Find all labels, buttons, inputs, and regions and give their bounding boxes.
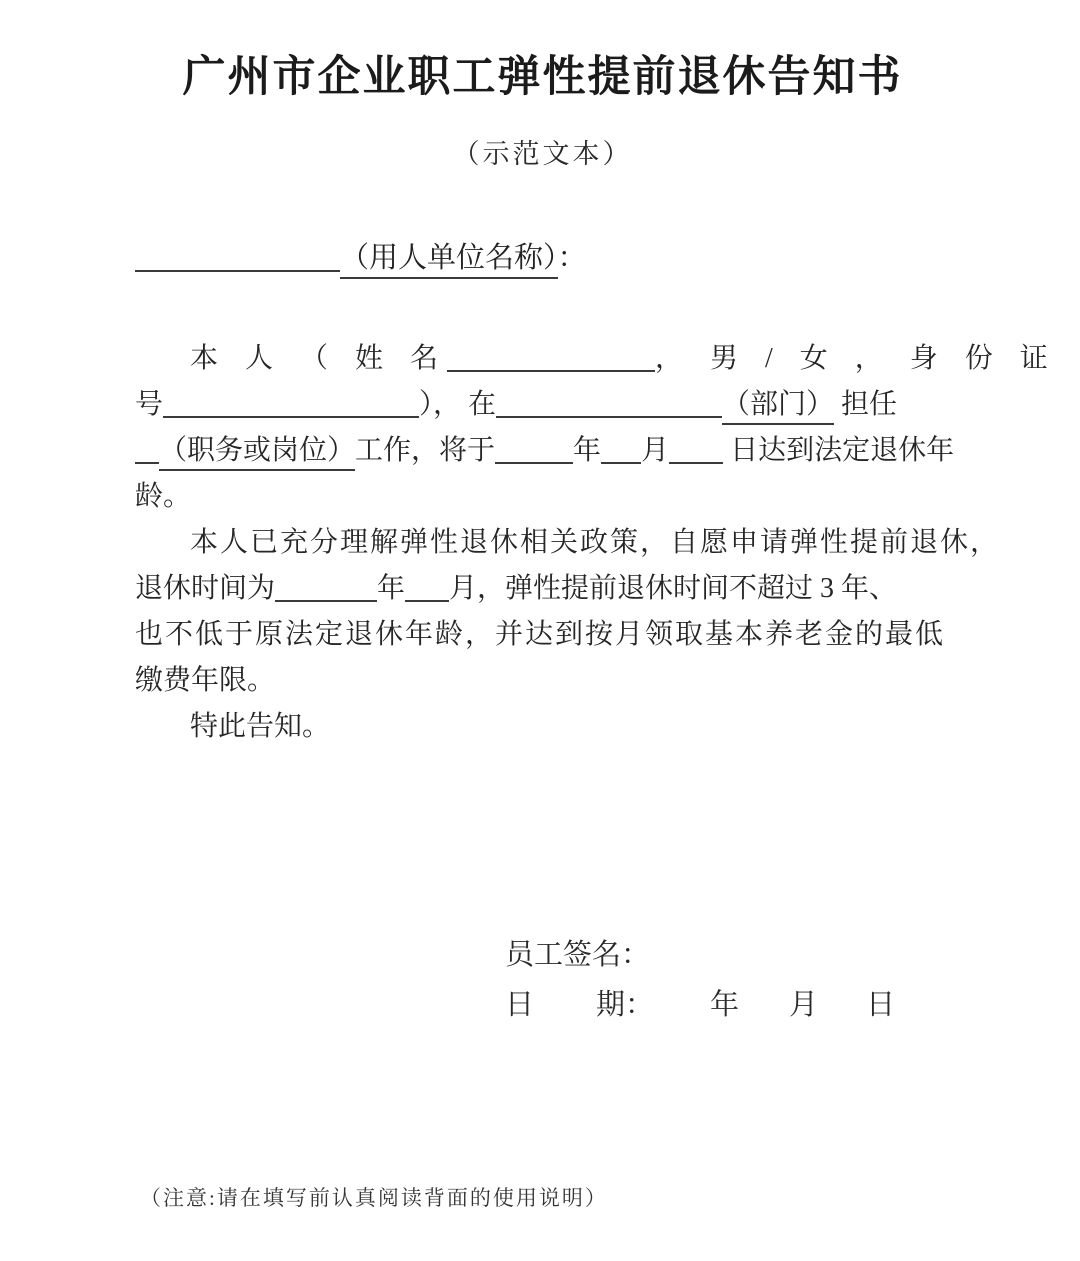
signature-label: 员工签名： — [505, 939, 651, 971]
date-month-label: 月 — [789, 989, 819, 1021]
date-day-label: 日 — [866, 989, 896, 1021]
identity-line2-text-b: ）， 在 — [419, 389, 497, 420]
blank-name — [447, 342, 655, 372]
department-label: （部门） — [722, 389, 834, 425]
policy-line2-year: 年 — [377, 573, 406, 604]
identity-line3-year: 年 — [573, 435, 602, 466]
date-year-label: 年 — [710, 989, 740, 1021]
paragraph-policy — [135, 520, 1001, 704]
blank-unit-name — [135, 241, 340, 272]
identity-line-1 — [135, 336, 1057, 382]
identity-line3-month: 月 — [641, 435, 670, 466]
blank-retire-year — [495, 434, 573, 464]
policy-line-1 — [135, 520, 1001, 566]
identity-line-4 — [135, 474, 950, 520]
identity-line2-text-c: 担任 — [841, 389, 898, 420]
identity-line1-text-b: ， 男 / 女 ， 身 份 证 — [655, 343, 1057, 374]
date-line — [505, 980, 950, 1030]
policy-line-2 — [135, 566, 950, 612]
date-word-left: 日 — [505, 989, 535, 1021]
identity-line-3 — [135, 428, 955, 474]
footer-note: （注意:请在填写前认真阅读背面的使用说明） — [140, 1186, 608, 1210]
paragraph-identity — [135, 336, 1057, 520]
salutation-colon: ： — [557, 242, 587, 274]
blank-department — [496, 388, 722, 418]
position-label: （职务或岗位） — [159, 435, 355, 471]
signature-label-line — [505, 930, 950, 980]
identity-line4-text: 龄。 — [135, 481, 192, 512]
blank-retire-month — [601, 434, 641, 464]
document-subtitle: （示范文本） — [452, 139, 633, 169]
unit-name-label: （用人单位名称） — [340, 242, 558, 279]
policy-line2-text-b: 月，弹性提前退休时间不超过 3 年、 — [449, 573, 898, 604]
date-word-right: 期： — [596, 989, 655, 1021]
identity-line3-text-b: 日达到法定退休年 — [730, 435, 955, 466]
policy-line3-text: 也不低于原法定退休年龄，并达到按月领取基本养老金的最低 — [135, 619, 946, 650]
policy-line-3 — [135, 612, 950, 658]
document-title: 广州市企业职工弹性提前退休告知书 — [182, 54, 903, 101]
blank-position-lead — [135, 434, 159, 464]
signature-block — [505, 930, 950, 1030]
salutation-line — [135, 236, 950, 280]
policy-line2-text-a: 退休时间为 — [135, 573, 276, 604]
blank-id-number — [163, 388, 419, 418]
policy-line-4 — [135, 658, 950, 704]
blank-early-retire-year — [275, 572, 377, 602]
closing-line — [135, 704, 950, 750]
blank-retire-day — [669, 434, 723, 464]
identity-line-2 — [135, 382, 950, 428]
identity-line1-text-a: 本 人 （ 姓 名 — [190, 343, 448, 374]
closing-text: 特此告知。 — [190, 711, 331, 742]
policy-line4-text: 缴费年限。 — [135, 665, 276, 696]
identity-line2-text-a: 号 — [135, 389, 164, 420]
policy-line1-text: 本人已充分理解弹性退休相关政策，自愿申请弹性提前退休， — [190, 527, 1001, 558]
identity-line3-text-a: 工作，将于 — [355, 435, 496, 466]
blank-early-retire-month — [405, 572, 449, 602]
